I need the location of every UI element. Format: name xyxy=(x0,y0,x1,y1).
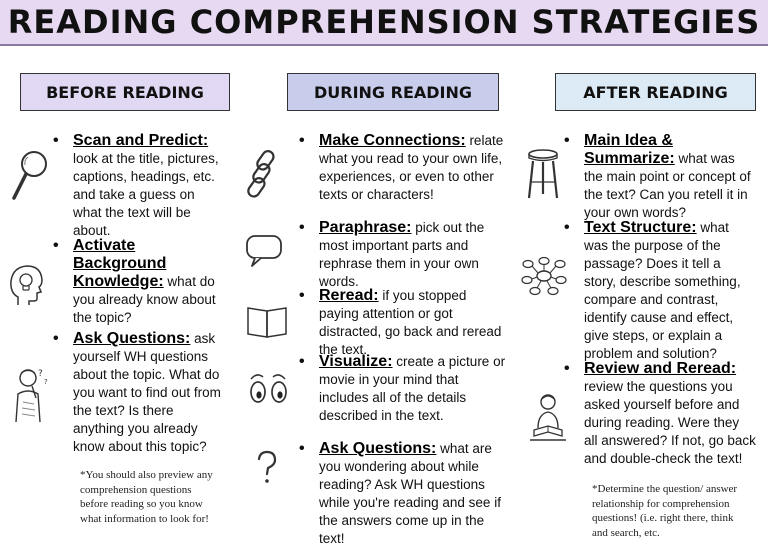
thinking-person-icon xyxy=(8,364,52,424)
speech-bubble-icon xyxy=(245,234,285,268)
stool-icon xyxy=(526,148,560,200)
strategy-item: • Main Idea & Summarize: what was the main point or concept of the text? Can you retell it in your own words? xyxy=(564,132,751,220)
open-book-icon xyxy=(246,305,288,339)
strategy-heading: Activate Background Knowledge: xyxy=(73,237,167,290)
svg-text:?: ? xyxy=(44,378,48,386)
strategy-item: • Make Connections: relate what you read to your own life, experiences, or even to other texts or characters! xyxy=(299,132,504,202)
strategy-heading: Review and Reread: xyxy=(584,360,737,377)
after-reading-header: AFTER READING xyxy=(555,73,756,111)
title-banner xyxy=(0,0,768,46)
strategy-item: • Ask Questions: what are you wondering about while reading? Ask WH questions while you're reading and see if the answers come up in the text! xyxy=(299,440,501,546)
strategy-text: create a picture or movie in your mind that includes all of the details described in the text. xyxy=(319,354,506,423)
strategy-heading: Make Connections: xyxy=(319,132,466,149)
page-title: READING COMPREHENSION STRATEGIES xyxy=(7,3,761,41)
person-reading-icon xyxy=(526,392,570,442)
strategy-text: if you stopped paying attention or got distracted, go back and reread the text. xyxy=(319,288,502,357)
head-lightbulb-icon xyxy=(8,263,44,307)
strategy-item: • Activate Background Knowledge: what do you already know about the topic? xyxy=(53,237,216,325)
question-mark-icon xyxy=(254,450,280,486)
strategy-text: pick out the most important parts and rephrase them in your own words. xyxy=(319,220,485,289)
during-reading-header: DURING READING xyxy=(287,73,499,111)
strategy-heading: Ask Questions: xyxy=(73,330,191,347)
chain-link-icon xyxy=(246,148,280,200)
mind-map-icon xyxy=(521,256,567,296)
strategy-text: ask yourself WH questions about the topic. What do you want to find out from the text? Is there anything you already know about this topic? xyxy=(73,331,221,454)
strategy-item: • Reread: if you stopped paying attention or got distracted, go back and reread the text. xyxy=(299,287,502,357)
strategy-item: • Paraphrase: pick out the most important parts and rephrase them in your own words. xyxy=(299,219,485,289)
preview-note: *You should also preview any comprehension questions before reading so you know what information to look for! xyxy=(80,469,213,525)
strategy-heading: Main Idea & Summarize: xyxy=(584,132,675,167)
before-reading-header: BEFORE READING xyxy=(20,73,230,111)
strategy-heading: Reread: xyxy=(319,287,379,304)
strategy-item: • Visualize: create a picture or movie in your mind that includes all of the details described in the text. xyxy=(299,353,506,423)
strategy-text: what was the purpose of the passage? Does it tell a story, describe something, compare and contrast, identify cause and effect, give steps, or explain a problem and solution? xyxy=(584,220,741,361)
strategy-text: what are you wondering about while reading? Ask WH questions while you're reading and see if the answers come up in the text! xyxy=(319,441,501,546)
svg-text:?: ? xyxy=(38,369,43,379)
magnifying-glass-icon xyxy=(10,148,50,204)
strategy-item: • Ask Questions: ask yourself WH questions about the topic. What do you want to find out from the text? Is there anything you already know about this topic? xyxy=(53,330,221,454)
eyes-icon xyxy=(247,372,291,406)
strategy-item: • Scan and Predict: look at the title, pictures, captions, headings, etc. and take a guess on what the text will be about. xyxy=(53,132,219,238)
strategy-heading: Visualize: xyxy=(319,353,393,370)
strategy-text: review the questions you asked yourself before and during reading. Were they all answered? If not, go back and double-check the text! xyxy=(584,379,756,466)
strategy-text: what do you already know about the topic? xyxy=(73,274,216,325)
qar-note: *Determine the question/ answer relationship for comprehension questions! (i.e. right there, think and search, etc. xyxy=(592,483,738,539)
strategy-text: look at the title, pictures, captions, headings, etc. and take a guess on what the text will be about. xyxy=(73,151,219,238)
strategy-text: what was the main point or concept of the text? Can you retell it in your own words? xyxy=(584,151,751,220)
strategy-heading: Ask Questions: xyxy=(319,440,437,457)
strategy-heading: Text Structure: xyxy=(584,219,697,236)
strategy-text: relate what you read to your own life, experiences, or even to other texts or characters! xyxy=(319,133,504,202)
strategy-heading: Paraphrase: xyxy=(319,219,412,236)
strategy-heading: Scan and Predict: xyxy=(73,132,209,149)
strategy-item: • Review and Reread: review the questions you asked yourself before and during reading. Were they all answered? If not, go back and double-check the text! xyxy=(564,360,756,466)
strategy-item: • Text Structure: what was the purpose of the passage? Does it tell a story, describe something, compare and contrast, identify cause and effect, give steps, or explain a problem and solution? xyxy=(564,219,741,361)
